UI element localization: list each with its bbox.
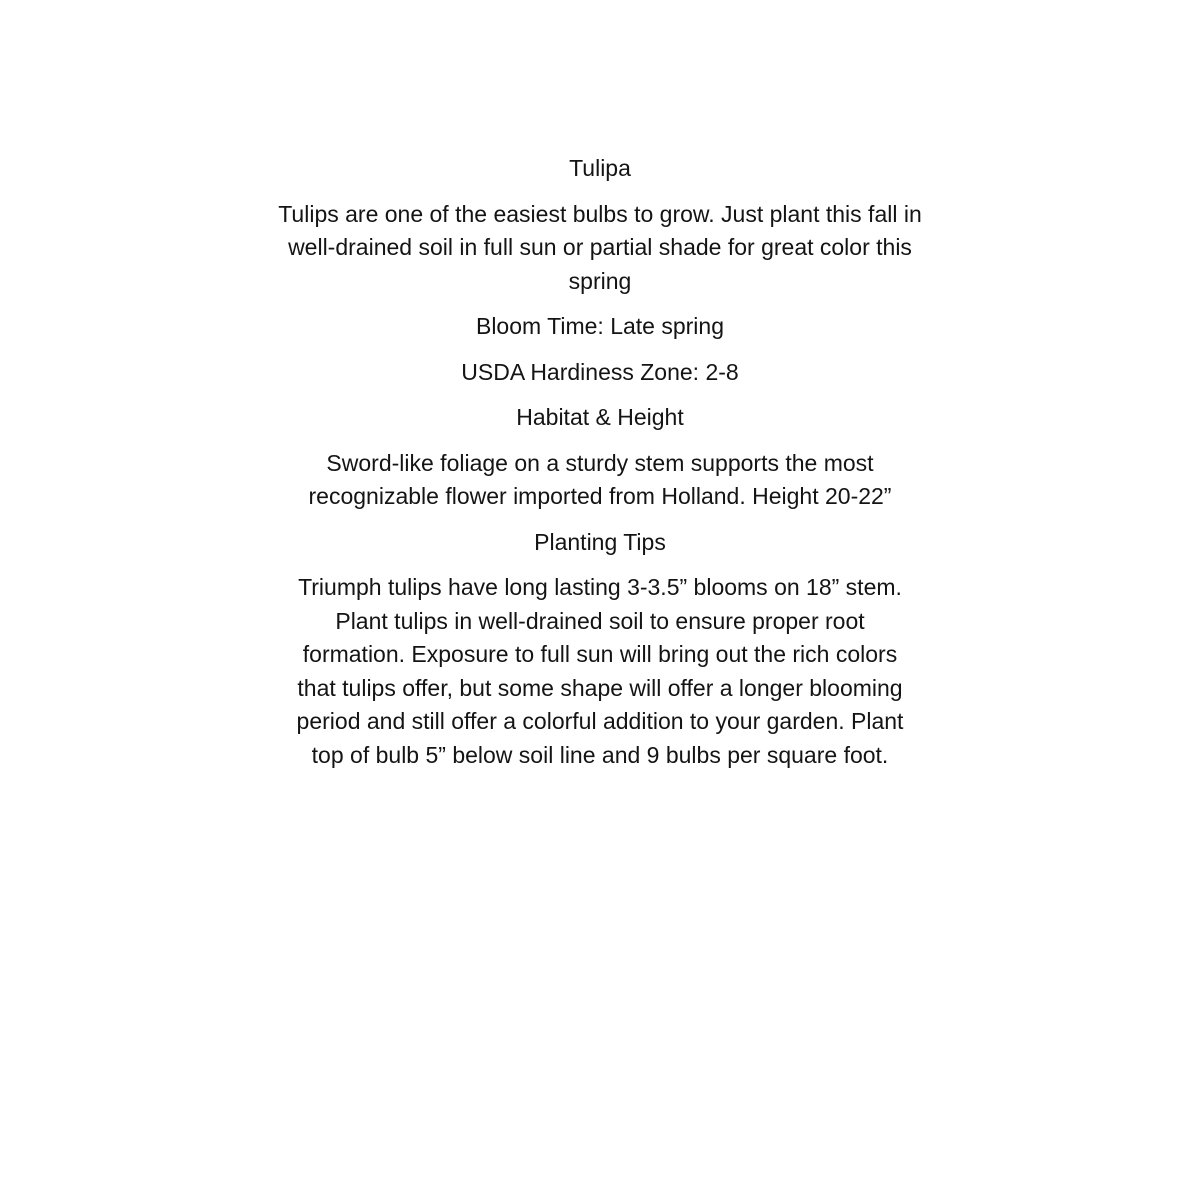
planting-paragraph [250,571,950,772]
planting-line: Triumph tulips have long lasting 3-3.5” blooms on 18” stem. [298,574,902,600]
document-title: Tulipa [569,155,631,181]
planting-line: formation. Exposure to full sun will bring out the rich colors [302,641,898,667]
planting-line: top of bulb 5” below soil line and 9 bulbs per square foot. [311,741,889,768]
bloom-time: Bloom Time: Late spring [475,313,724,339]
habitat-heading: Habitat & Height [516,404,684,430]
habitat-paragraph [250,447,950,514]
planting-line: period and still offer a colorful addition to your garden. Plant [296,708,904,734]
hardiness-zone: USDA Hardiness Zone: 2-8 [461,358,739,385]
habitat-line: recognizable flower imported from Holland. Height 20-22” [308,483,892,509]
planting-line: that tulips offer, but some shape will offer a longer blooming [297,674,903,701]
product-description [250,152,950,784]
planting-line: Plant tulips in well-drained soil to ensure proper root [335,607,865,634]
intro-paragraph [250,198,950,299]
intro-line: well-drained soil in full sun or partial shade for great color this [288,234,912,260]
habitat-line: Sword-like foliage on a sturdy stem supports the most [326,449,874,476]
planting-heading: Planting Tips [534,528,666,555]
intro-line: spring [568,267,632,294]
intro-line: Tulips are one of the easiest bulbs to grow. Just plant this fall in [278,200,922,227]
